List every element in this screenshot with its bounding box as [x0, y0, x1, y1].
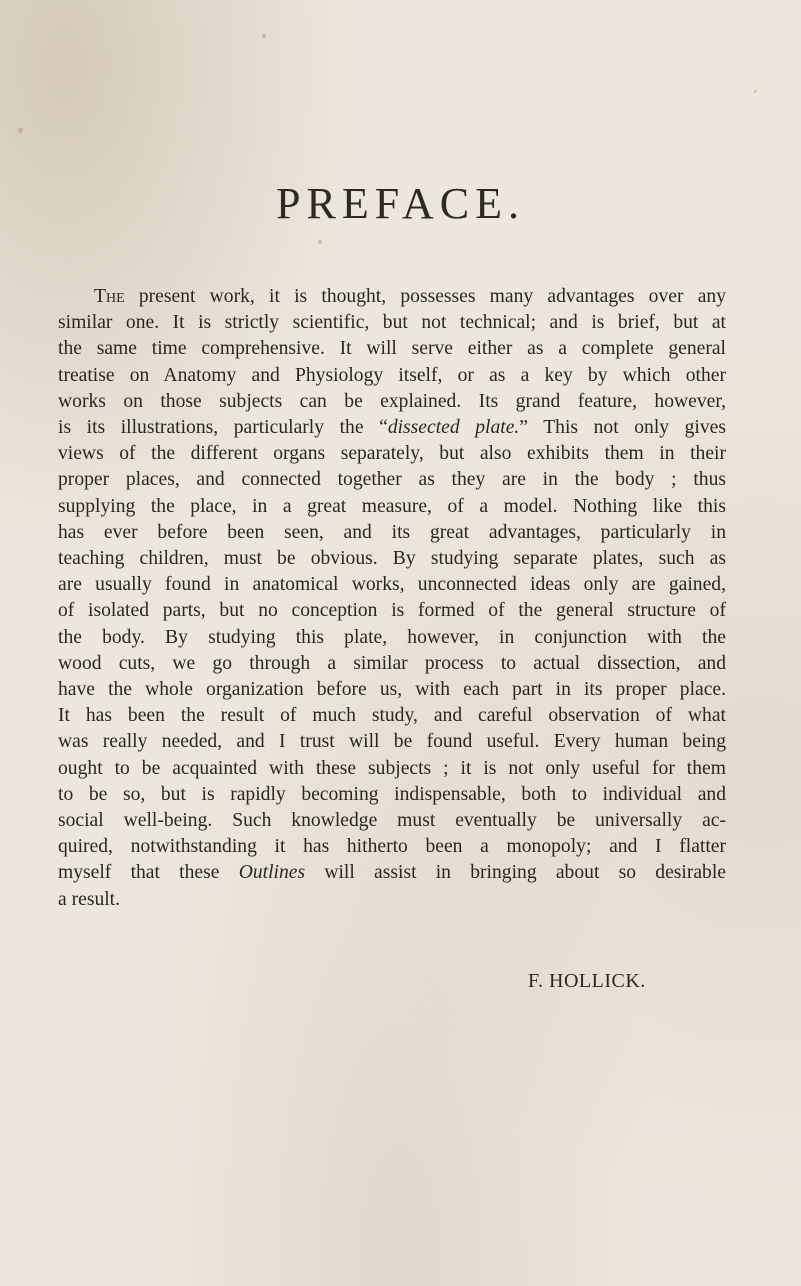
- preface-paragraph: [58, 284, 726, 913]
- author-signature: F. HOLLICK.: [528, 970, 646, 992]
- paragraph-line: was really needed, and I trust will be found useful. Every human being: [58, 731, 726, 753]
- paragraph-line: is its illustrations, particularly the “dissected plate.” This not only gives: [58, 417, 726, 439]
- paragraph-line: the same time comprehensive. It will serve either as a complete general: [58, 338, 726, 360]
- paragraph-line: views of the different organs separately, but also exhibits them in their: [58, 443, 726, 465]
- paragraph-line: of isolated parts, but no conception is formed of the general structure of: [58, 600, 726, 622]
- foxing-spot: [754, 90, 757, 93]
- paragraph-line: works on those subjects can be explained. Its grand feature, however,: [58, 390, 726, 412]
- paragraph-line: proper places, and connected together as they are in the body ; thus: [58, 469, 726, 491]
- paragraph-line: supplying the place, in a great measure, of a model. Nothing like this: [58, 495, 726, 517]
- paragraph-line: The present work, it is thought, possesses many advantages over any: [94, 286, 726, 307]
- foxing-spot: [18, 128, 23, 133]
- paragraph-line: has ever before been seen, and its great advantages, particularly in: [58, 521, 726, 543]
- paragraph-line: have the whole organization before us, with each part in its proper place.: [58, 679, 726, 701]
- paragraph-line: quired, notwithstanding it has hitherto been a monopoly; and I flatter: [58, 836, 726, 858]
- paragraph-line: the body. By studying this plate, however, in conjunction with the: [58, 626, 726, 648]
- paragraph-line: a result.: [58, 888, 121, 910]
- paragraph-line: It has been the result of much study, and careful observation of what: [58, 705, 726, 727]
- paragraph-line: myself that these Outlines will assist in bringing about so desirable: [58, 862, 726, 884]
- paragraph-line: social well-being. Such knowledge must eventually be universally ac-: [58, 810, 726, 832]
- paragraph-line: teaching children, must be obvious. By studying separate plates, such as: [58, 548, 726, 570]
- paragraph-line: ought to be acquainted with these subjects ; it is not only useful for them: [58, 757, 726, 779]
- paragraph-line: similar one. It is strictly scientific, but not technical; and is brief, but at: [58, 312, 726, 334]
- paragraph-line: are usually found in anatomical works, unconnected ideas only are gained,: [58, 574, 726, 596]
- foxing-spot: [262, 34, 266, 38]
- foxing-spot: [318, 240, 322, 244]
- paragraph-line: wood cuts, we go through a similar process to actual dissection, and: [58, 652, 726, 674]
- drop-word: The: [94, 286, 125, 307]
- paragraph-line: treatise on Anatomy and Physiology itself, or as a key by which other: [58, 364, 726, 386]
- paragraph-line: to be so, but is rapidly becoming indispensable, both to individual and: [58, 783, 726, 805]
- page-title: PREFACE.: [276, 179, 525, 228]
